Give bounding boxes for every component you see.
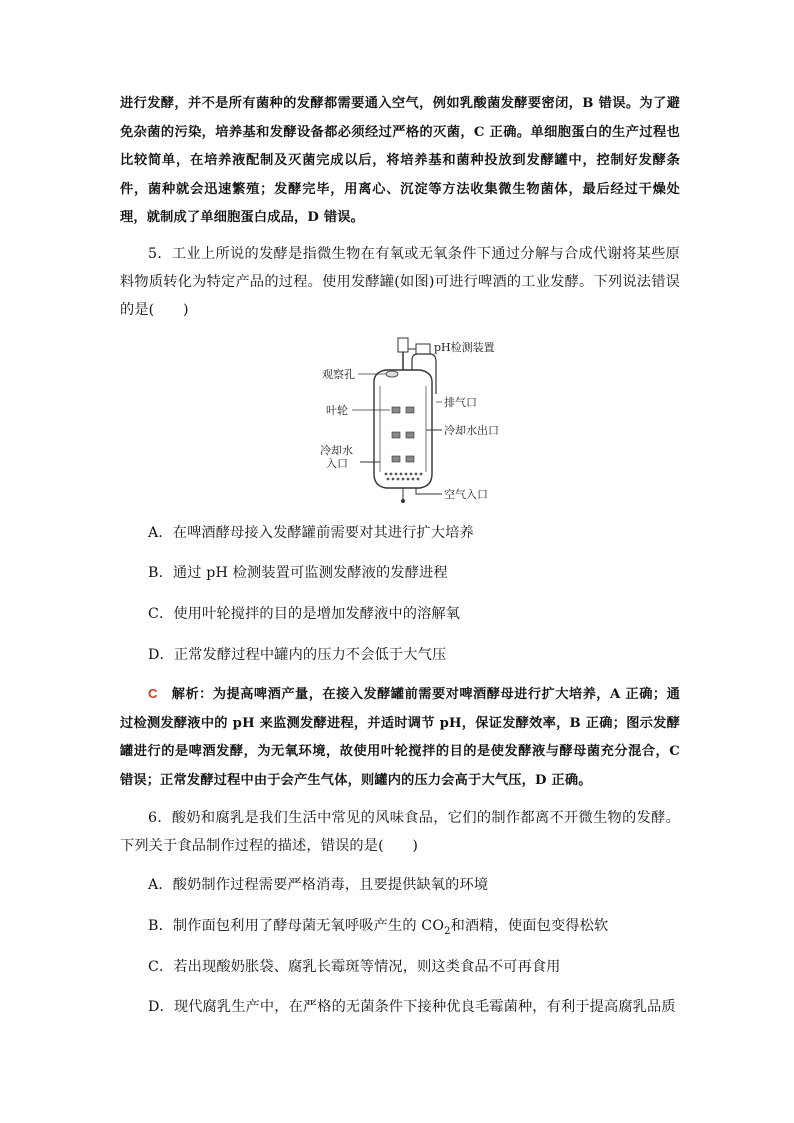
q6-option-b-sub: 2: [444, 925, 451, 937]
question-5-stem: 5．工业上所说的发酵是指微生物在有氧或无氧条件下通过分解与合成代谢将某些原料物质转化为特定产品的过程。使用发酵罐(如图)可进行啤酒的工业发酵。下列说法错误的是( ): [120, 246, 680, 318]
q6-option-c: C．若出现酸奶胀袋、腐乳长霉斑等情况，则这类食品不可再食用: [148, 959, 561, 975]
fermenter-svg: [300, 334, 500, 510]
label-cooling-in-1: 冷却水: [320, 444, 353, 457]
label-impeller: 叶轮: [326, 404, 348, 417]
label-cooling-in-2: 入口: [326, 457, 348, 470]
label-cooling-out: 冷却水出口: [444, 424, 499, 437]
fermenter-diagram: [300, 334, 500, 510]
previous-solution-text: 进行发酵，并不是所有菌种的发酵都需要通入空气，例如乳酸菌发酵要密闭，B 错误。为了避免杂菌的污染，培养基和发酵设备都必须经过严格的灭菌，C 正确。单细胞蛋白的生产过程也比较简单，在培养液配制及灭菌完成以后，将培养基和菌种投放到发酵罐中，控制好发酵条件，菌种就会迅速繁殖；发酵完毕，用离心、沉淀等方法收集微生物菌体，最后经过干燥处理，就制成了单细胞蛋白成品，D 错误。: [120, 96, 680, 225]
observation-hole-icon: [386, 371, 398, 377]
label-air-in: 空气入口: [444, 488, 488, 501]
q5-analysis-text: 解析：为提高啤酒产量，在接入发酵罐前需要对啤酒酵母进行扩大培养，A 正确；通过检测发酵液中的 pH 来监测发酵进程，并适时调节 pH，保证发酵效率，B 正确；图示发酵罐进行的是啤酒发酵，为无氧环境，故使用叶轮搅拌的目的是使发酵液与酵母菌充分混合，C 错误；正常发酵过程中由于会产生气体，则罐内的压力会高于大气压，D 正确。: [120, 687, 681, 788]
q5-answer-letter: C: [148, 686, 158, 701]
drain-valve-icon: [401, 499, 405, 503]
q5-option-a: A．在啤酒酵母接入发酵罐前需要对其进行扩大培养: [148, 525, 474, 541]
label-ph-device: pH检测装置: [434, 341, 495, 354]
motor-icon: [398, 338, 408, 352]
label-observation-hole: 观察孔: [322, 368, 355, 381]
q5-option-b: B．通过 pH 检测装置可监测发酵液的发酵进程: [148, 565, 448, 581]
q5-option-c: C．使用叶轮搅拌的目的是增加发酵液中的溶解氧: [148, 606, 461, 622]
question-6-stem: 6．酸奶和腐乳是我们生活中常见的风味食品，它们的制作都离不开微生物的发酵。下列关于食品制作过程的描述，错误的是( ): [120, 810, 680, 854]
q6-option-b-post: 和酒精，使面包变得松软: [450, 918, 609, 934]
q6-option-b: [148, 916, 608, 942]
ph-device-icon: [416, 344, 430, 354]
air-inlet-pipe: [416, 488, 442, 494]
q5-analysis-block: [120, 680, 680, 795]
tank-body: [374, 370, 432, 488]
q6-option-a: A．酸奶制作过程需要严格消毒，且要提供缺氧的环境: [148, 877, 489, 893]
label-exhaust: 排气口: [444, 396, 477, 409]
q6-option-b-pre: B．制作面包利用了酵母菌无氧呼吸产生的 CO: [148, 918, 445, 934]
q6-option-d: D．现代腐乳生产中，在严格的无菌条件下接种优良毛霉菌种，有利于提高腐乳品质: [148, 999, 676, 1015]
q5-option-d: D．正常发酵过程中罐内的压力不会低于大气压: [148, 647, 447, 663]
